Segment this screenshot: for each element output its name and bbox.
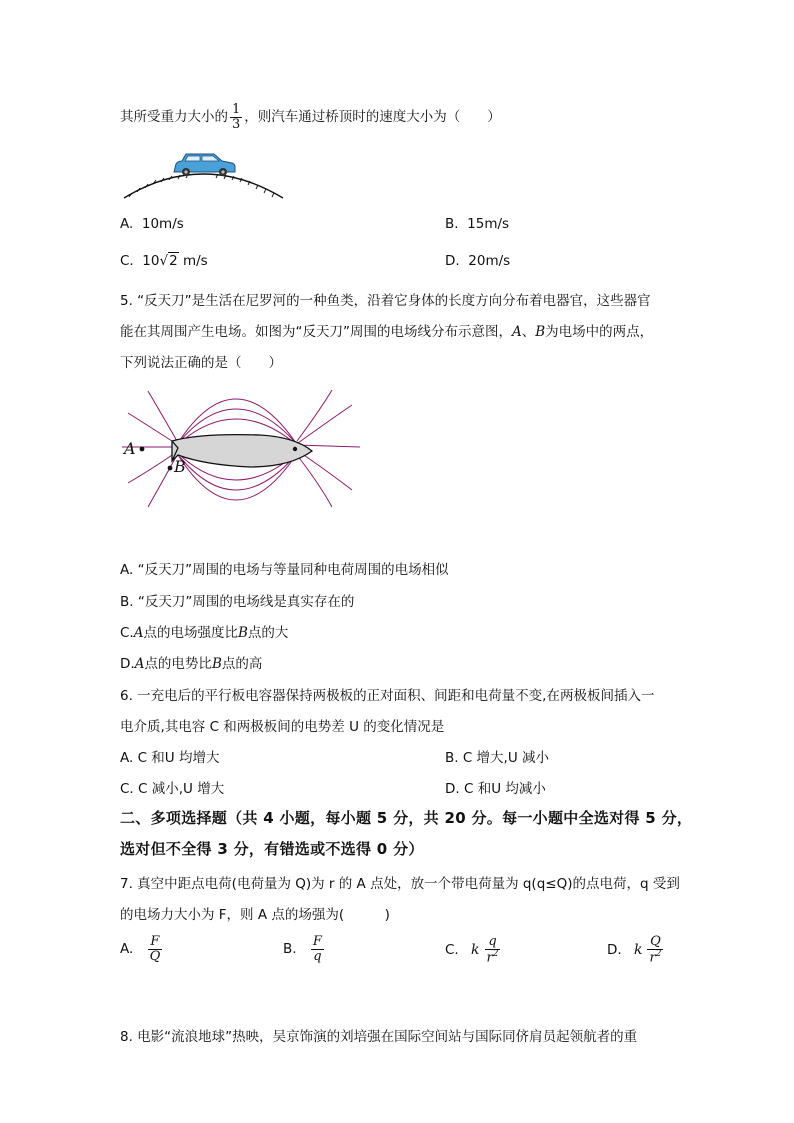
q3-stem (120, 103, 501, 131)
option-label: A. (120, 941, 134, 958)
q5-option-a[interactable]: A. “反天刀”周围的电场与等量同种电荷周围的电场相似 (120, 562, 449, 578)
q5-stem-line3: 下列说法正确的是（ ） (120, 355, 282, 371)
option-text: 点的电场强度比 (143, 625, 238, 641)
q5-option-d[interactable] (120, 652, 262, 672)
point-b-ref: B (211, 656, 222, 672)
fraction (148, 935, 163, 963)
fraction-denominator: 3 (232, 116, 241, 132)
q7-option-a[interactable] (120, 935, 164, 963)
fraction-numerator: F (312, 934, 322, 949)
coulomb-constant: k (633, 941, 643, 958)
q7-stem-line1: 7. 真空中距点电荷(电荷量为 Q)为 r 的 A 点处，放一个带电荷量为 q(q≤Q)的点电荷，q 受到 (120, 876, 680, 892)
option-text-end: 点的高 (221, 656, 263, 672)
q5-option-c[interactable] (120, 621, 288, 641)
fraction-numerator: 1 (232, 102, 241, 117)
q6-option-b[interactable]: B. C 增大,U 减小 (445, 750, 550, 766)
q6-stem-line1: 6. 一充电后的平行板电容器保持两极板的正对面积、间距和电荷量不变,在两极板间插入一 (120, 688, 655, 704)
section-2-heading-line2: 选对但不全得 3 分，有错选或不选得 0 分） (120, 840, 424, 858)
q7-option-b[interactable] (283, 935, 326, 963)
q3-stem-text: 其所受重力大小的 (120, 109, 228, 126)
option-text: 点的电势比 (144, 656, 212, 672)
q3-stem-text-2: ，则汽车通过桥顶时的速度大小为（ ） (244, 109, 501, 126)
q8-stem-line1: 8. 电影“流浪地球”热映，吴京饰演的刘培强在国际空间站与国际同侪肩员起领航者的重 (120, 1029, 638, 1045)
option-label: D. (120, 656, 135, 672)
option-label: C. (445, 941, 459, 958)
figure-label-b: B (174, 457, 186, 476)
q5-stem-line1: 5. “反天刀”是生活在尼罗河的一种鱼类，沿着它身体的长度方向分布着电器官，这些器官 (120, 293, 651, 309)
q3-option-b[interactable]: B. 15m/s (445, 216, 510, 232)
option-text-end: 点的大 (247, 625, 289, 641)
option-label: B. (283, 941, 297, 958)
q3-option-c-unit: m/s (182, 253, 208, 269)
section-2-heading-line1: 二、多项选择题（共 4 小题，每小题 5 分，共 20 分。每一小题中全选对得 5 分， (120, 809, 693, 827)
fraction-numerator: F (148, 935, 163, 950)
fraction-numerator: Q (647, 935, 663, 950)
denominator-base: r (649, 949, 656, 965)
fraction-denominator: q (313, 948, 322, 964)
q3-option-d[interactable]: D. 20m/s (445, 253, 511, 269)
car-icon (174, 154, 235, 176)
car-on-bridge-figure (118, 150, 298, 205)
figure-label-a: A (124, 439, 136, 458)
fish-eye (293, 447, 297, 451)
q7-option-c[interactable] (445, 935, 502, 965)
option-label: C. (120, 625, 134, 641)
denominator-base: r (486, 949, 493, 965)
point-a-dot (140, 447, 145, 452)
q5-option-b[interactable]: B. “反天刀”周围的电场线是真实存在的 (120, 594, 355, 610)
q5-line2-text: 能在其周围产生电场。如图为“反天刀”周围的电场线分布示意图， (120, 324, 512, 340)
point-a-ref: A (133, 625, 144, 641)
fraction-denominator: Q (149, 948, 161, 964)
denominator-exponent: 2 (492, 948, 499, 959)
fraction-denominator (485, 950, 501, 965)
q7-stem-line2: 的电场力大小为 F，则 A 点的场强为( ) (120, 907, 390, 923)
point-a-ref: A (134, 656, 145, 672)
q6-option-d[interactable]: D. C 和U 均减小 (445, 781, 546, 797)
point-b-label: B (535, 324, 546, 340)
q6-option-a[interactable]: A. C 和U 均增大 (120, 750, 220, 766)
q3-fraction (230, 103, 242, 131)
q5-stem-line2 (120, 320, 653, 340)
q7-option-d[interactable] (607, 935, 665, 965)
separator: 、 (521, 324, 536, 340)
sqrt-radicand: 2 (169, 253, 178, 269)
q3-option-c[interactable] (120, 253, 208, 269)
fraction (311, 935, 324, 963)
q6-stem-line2: 电介质,其电容 C 和两极板间的电势差 U 的变化情况是 (120, 719, 445, 735)
point-b-ref: B (237, 625, 248, 641)
fish-electric-field-figure (120, 385, 365, 515)
q3-option-a[interactable]: A. 10m/s (120, 216, 184, 232)
q6-option-c[interactable]: C. C 减小,U 增大 (120, 781, 225, 797)
coulomb-constant: k (471, 941, 480, 958)
fraction-denominator (647, 950, 663, 965)
denominator-exponent: 2 (655, 948, 662, 959)
fraction-numerator: q (485, 935, 501, 950)
fraction (647, 935, 663, 965)
point-b-dot (168, 466, 173, 471)
q3-option-c-label: C. 10 (120, 253, 160, 269)
q5-line2-text-2: 为电场中的两点， (545, 324, 654, 340)
sqrt-symbol: √2 (159, 253, 178, 269)
point-a-label: A (512, 324, 522, 340)
fraction (485, 935, 501, 965)
option-label: D. (607, 941, 622, 958)
